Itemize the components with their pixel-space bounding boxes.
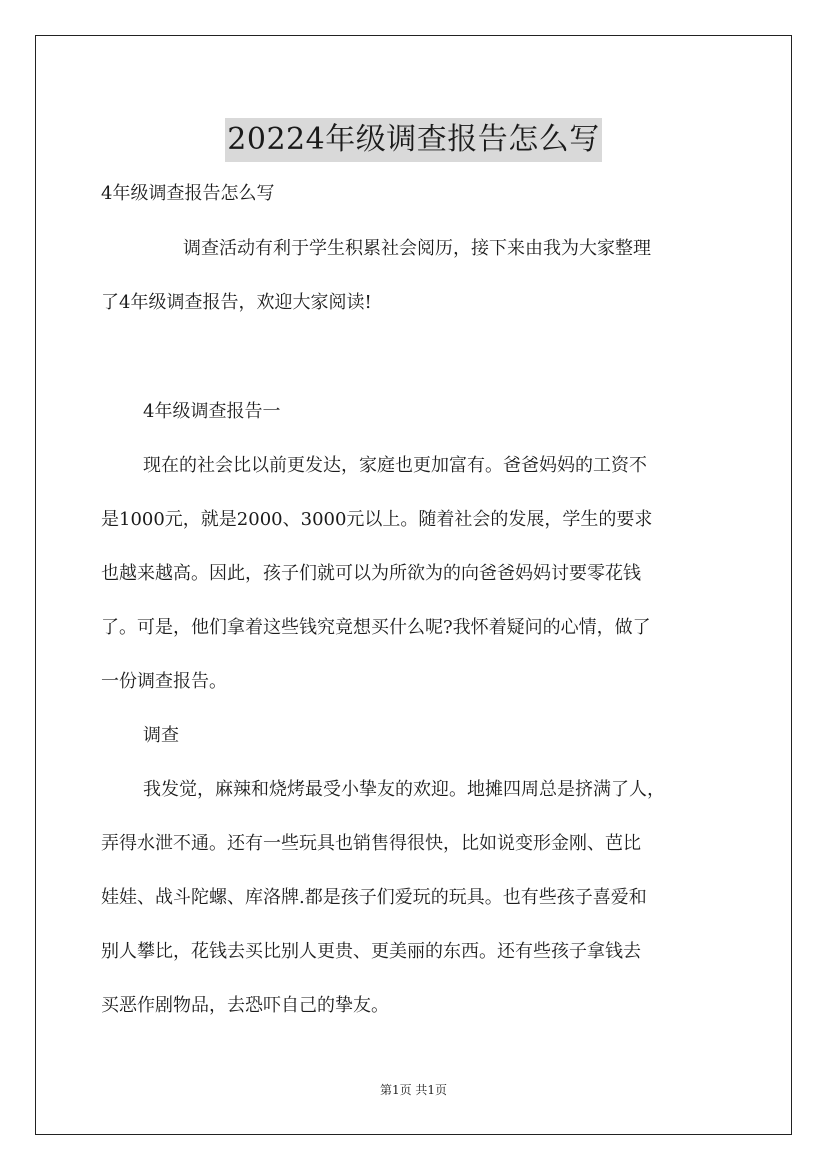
title-container <box>0 98 827 182</box>
paragraph-line: 一份调查报告。 <box>101 671 227 692</box>
paragraph-line: 娃娃、战斗陀螺、库洛牌.都是孩子们爱玩的玩具。也有些孩子喜爱和 <box>101 887 647 908</box>
paragraph-line: 是1000元，就是2000、3000元以上。随着社会的发展，学生的要求 <box>101 509 653 530</box>
intro-line: 调查活动有利于学生积累社会阅历，接下来由我为大家整理 <box>183 238 651 259</box>
document-title: 20224年级调查报告怎么写 <box>225 118 601 162</box>
paragraph-line: 买恶作剧物品，去恐吓自己的挚友。 <box>101 995 389 1016</box>
intro-line: 了4年级调查报告，欢迎大家阅读! <box>101 292 372 313</box>
section-heading: 调查 <box>143 725 179 746</box>
paragraph-line: 也越来越高。因此，孩子们就可以为所欲为的向爸爸妈妈讨要零花钱 <box>101 563 641 584</box>
page-footer: 第1页 共1页 <box>379 1083 448 1097</box>
section-heading: 4年级调查报告一 <box>143 401 281 422</box>
paragraph-line: 现在的社会比以前更发达，家庭也更加富有。爸爸妈妈的工资不 <box>143 455 647 476</box>
paragraph-line: 别人攀比，花钱去买比别人更贵、更美丽的东西。还有些孩子拿钱去 <box>101 941 641 962</box>
paragraph-line: 弄得水泄不通。还有一些玩具也销售得很快，比如说变形金刚、芭比 <box>101 833 641 854</box>
paragraph-line: 我发觉，麻辣和烧烤最受小挚友的欢迎。地摊四周总是挤满了人， <box>143 779 665 800</box>
paragraph-line: 了。可是，他们拿着这些钱究竟想买什么呢?我怀着疑问的心情，做了 <box>101 617 651 638</box>
document-subtitle: 4年级调查报告怎么写 <box>101 183 275 204</box>
